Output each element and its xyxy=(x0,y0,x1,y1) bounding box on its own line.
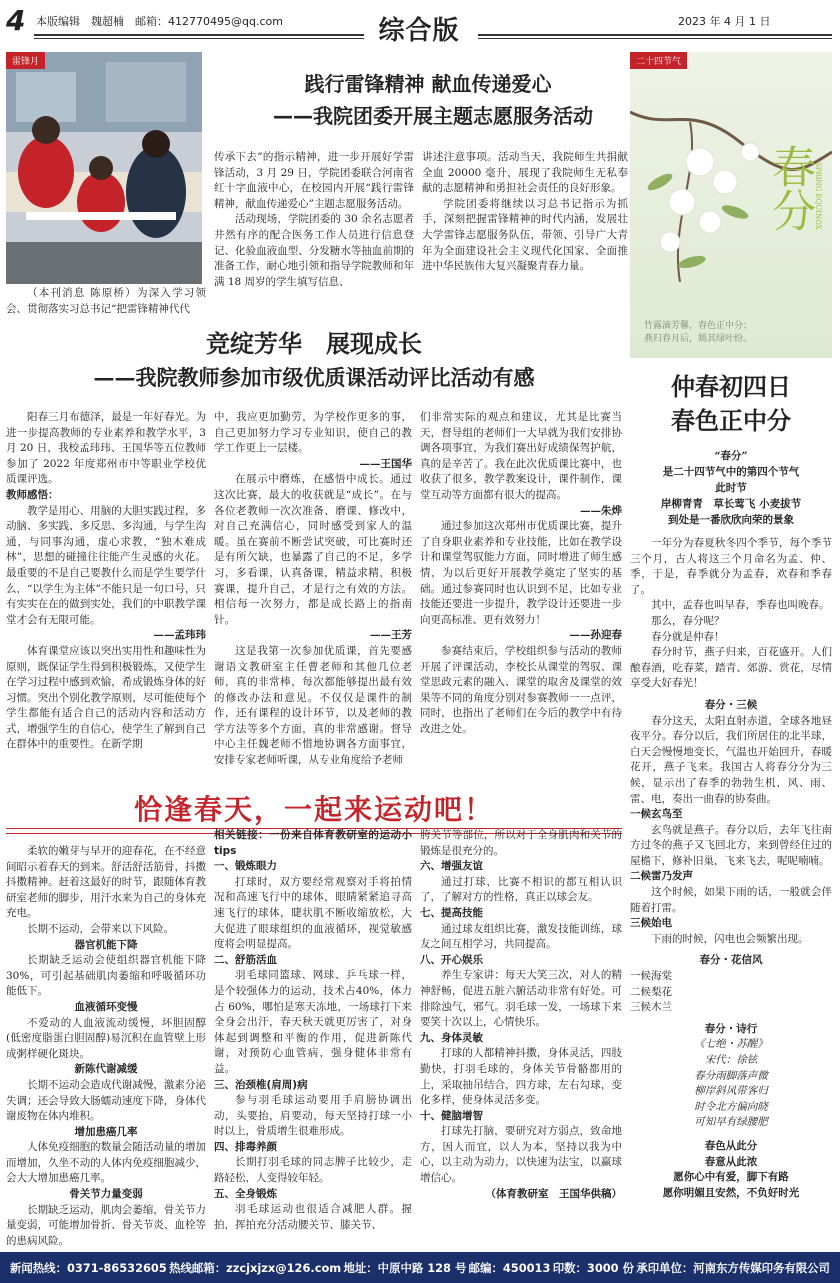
blood-drive-photo xyxy=(6,52,202,284)
flower-wind-item: 一候海棠 xyxy=(630,970,672,983)
masthead xyxy=(6,4,834,44)
footer-address: 地址：中原中路 128 号 xyxy=(343,1260,467,1275)
header-rule-left xyxy=(34,34,364,39)
article2-col3 xyxy=(420,410,622,737)
flower-wind-item: 三候木兰 xyxy=(630,1001,672,1014)
paragraph: 羽毛球同篮球、网球、乒乓球一样，是个较强体力的运动，技术占40%，体力占 60%，哪怕是寒天冻地，一场球打下来全身会出汗，春天秋天就更厉害了，对身体起到调整和平衡的作用，促进新陈代谢，对预防心血管病，强身健体非常有益。 xyxy=(214,969,412,1075)
paragraph: 体育课堂应该以突出实用性和趣味性为原则，既保证学生得到积极锻炼，又使学生在学习过程中感到欢愉，希成锻炼身体的好习惯。突出个别化教学原则，尽可能使每个学生都能有适合自己的活动内容和活动方式，增强学生的自信心，使学生了解到自己在群体中的重要性。在新学期 xyxy=(6,644,206,751)
paragraph: 人体免疫细胞的数量会随活动量的增加而增加，久坐不动的人体内免疫细胞减少，会大大增加患癌几率。 xyxy=(6,1141,206,1185)
paragraph: 通过参加这次郑州市优质课比赛，提升了自身职业素养和专业技能，比如在教学设计和课堂驾驭能力方面，同时增进了师生感情，为以后更好开展教学奠定了坚实的基础。通过参赛同时也认识到不足，比如专业技能还要进一步提升，教学设计还要进一步向更高标准、更有效努力！ xyxy=(420,520,622,626)
subheading: 春分・诗行 xyxy=(704,1022,758,1035)
series-tag: 二十四节气 xyxy=(630,52,687,69)
paragraph: 春分就是仲春！ xyxy=(651,630,725,643)
intro-line: 到处是一番欣欣向荣的景象 xyxy=(668,514,794,526)
headline: 恰逢春天，一起来运动吧！ xyxy=(133,793,494,826)
issue-date: 2023 年 4 月 1 日 xyxy=(678,15,771,28)
article3-col1 xyxy=(6,844,206,1249)
poem-line: 宋代：徐铉 xyxy=(704,1054,758,1066)
subheading: 六、增强友谊 xyxy=(420,860,483,873)
equinox-calligraphy: 春分 xyxy=(764,144,815,232)
footer-print-run: 印数：3000 份 xyxy=(552,1260,634,1275)
page-number: 4 xyxy=(6,4,26,37)
subheading: 增加患癌几率 xyxy=(74,1125,138,1138)
footer-email: 热线邮箱：zzcjxjzx@126.com xyxy=(169,1260,342,1275)
paragraph: 下雨的时候，闪电也会频繁出现。 xyxy=(651,932,809,945)
header-rule-right xyxy=(478,34,832,39)
poem-line: 时令北方偏向晓 xyxy=(694,1100,768,1113)
paragraph: 长期打羽毛球的同志脾子比较少，走路轻松，人变得较年轻。 xyxy=(214,1156,412,1185)
subheading: 骨关节力量变弱 xyxy=(69,1188,143,1201)
subheading: 春分・花信风 xyxy=(699,954,763,967)
paragraph: 中，我应更加勤劳，为学校作更多的事，自己更加努力学习专业知识，使自己的教学工作更上一层楼。 xyxy=(214,411,412,455)
headline: 竞绽芳华 展现成长 xyxy=(206,329,422,358)
picture-poem: 竹露滴芳馨，春色正中分； 燕归春月后，嫣其绿叶纷。 xyxy=(644,321,753,344)
subheading: 十、健脑增智 xyxy=(420,1109,483,1122)
paragraph: 学院团委将继续以习总书记指示为抓手，深刻把握雷锋精神的时代内涵，发展壮大学雷锋志愿服务队伍，带领、引导广大青年为全面建设社会主义现代化国家、全面推进中华民族伟大复兴凝聚青春力量。 xyxy=(422,197,628,273)
paragraph: 春分这天，太阳直射赤道，全球各地昼夜平分。春分以后，我们所居住的北半球，白天会慢慢地变长，气温也开始回升，春暖花开，燕子飞来。我国古人将春分分为三候，显示出了春季的勃勃生机，风、雨、雷、电，奏出一曲春的协奏曲。 xyxy=(630,714,832,805)
equinox-english: SPRING EQUINOX xyxy=(814,162,822,230)
paragraph: 打球时，双方要经常观察对手将拍情况和高速飞行中的球体，眼睛紧紧追寻高速飞行的球体，睫状肌不断收缩放松，大大促进了眼球组织的血液循环，视觉敏感度将会明显提高。 xyxy=(214,875,412,951)
subheading: 春分・三候 xyxy=(704,698,758,711)
subheading: 三候始电 xyxy=(630,917,672,930)
headline: 践行雷锋精神 献血传递爱心 xyxy=(304,72,552,96)
paragraph: 打球先打脑，要研究对方弱点，致命地方，因人而宜，以人为本，坚持以我为中心，以主动为动力，以快速为法宝，以赢球增信心。 xyxy=(420,1125,622,1185)
paragraph: 参与羽毛球运动要用手肩膀协调出动，头要抬，肩要动，每天坚持打球一小时以上，骨质增生很难形成。 xyxy=(214,1094,412,1138)
author-signature: （体育教研室 王国华供稿） xyxy=(485,1187,622,1200)
paragraph: 长期缺乏运动会使组织器官机能下降 30%，可引起基础肌肉萎缩和呼吸循环功能低下。 xyxy=(6,954,206,998)
poem-line: 《七绝・苏醒》 xyxy=(694,1038,768,1051)
sidebar-intro xyxy=(630,448,832,528)
paragraph: 们非常实际的观点和建议，尤其是比赛当天，督导组的老师们一大早就为我们安排协调各项事宜，为我们赛出好成绩保驾护航，真的是辛苦了。我在此次优质课比赛中，也收获了很多，教学教案设计，课件制作，课堂互动等方面都有很大的提高。 xyxy=(420,411,622,501)
paragraph: 这是我第一次参加优质课，首先要感谢语文教研室主任曹老师和其他几位老师，真的非常棒，每次都能够提出最有效的修改办法和意见。不仅仅是课件的制作，还有课程的设计环节，以及老师的教学方法等多个方面，真的非常感谢。督导中心主任魏老师不惜地协调各方面事宜，安排专家老师听课，从专业角度给予老师 xyxy=(214,644,412,767)
paragraph: 教学是用心、用脑的大胆实践过程，多动脑、多实践、多反思、多沟通，与学生沟通，与同事沟通，虚心求教，“独木难成林”，思想的碰撞往往能产生灵感的火花。最重要的不是自己要教什么而是学生要学什么，“以学生为主体”不能只是一句口号，只有实实在在的做到实处，我们的中职教学课堂才会有无限可能。 xyxy=(6,504,206,626)
closing-line: 愿你心中有爱，脚下有路 xyxy=(673,1171,789,1184)
paragraph: 春分时节，燕子归来，百花盛开。人们酿春酒，吃春菜，踏青、郊游、赏花，尽情享受大好春光！ xyxy=(630,646,832,690)
subheadline: ——我院教师参加市级优质课活动评比活动有感 xyxy=(93,365,535,390)
subheading: 相关链接：一份来自体育教研室的运动小 tips xyxy=(214,829,412,857)
subheading: 血液循环变慢 xyxy=(74,1000,138,1013)
paragraph: 养生专家讲：每天大笑三次，对人的精神舒畅，促进五脏六腑活动非常有好处。可排除浊气，邪气。羽毛球一发，一场球下来要笑十次以上，心情快乐。 xyxy=(420,969,622,1029)
paragraph: 长期不运动会造成代谢减慢，激素分泌失调；还会导致大肠蠕动速度下降，身体代谢废物在体内堆积。 xyxy=(6,1078,206,1123)
subheading: 四、排毒养颜 xyxy=(214,1140,277,1153)
footer-postcode: 邮编：450013 xyxy=(468,1260,551,1275)
paragraph: 柔软的嫩芽与早开的迎春花，在不经意间昭示着春天的到来。舒活舒活筋骨，抖擞抖擞精神。赶着这最好的时节，跟随体育教研室老师的脚步，用汗水来为自己的身体充充电。 xyxy=(6,845,206,920)
subheading: 二候雷乃发声 xyxy=(630,870,693,883)
sidebar-body xyxy=(630,536,832,1201)
paragraph: 不爱动的人血液流动缓慢，坏胆固醇(低密度脂蛋白胆固醇)易沉积在血管壁上形成粥样硬化斑块。 xyxy=(6,1016,206,1060)
sidebar-title-1: 仲春初四日 xyxy=(671,372,791,401)
paragraph: 长期缺乏运动，肌肉会萎缩，骨关节力量变弱，可能增加骨折、骨关节炎、血栓等的患病风险。 xyxy=(6,1203,206,1247)
article-teaching-contest xyxy=(6,318,622,767)
paragraph: 胯关节等部位，所以对于全身肌肉和关节的锻炼是很充分的。 xyxy=(420,829,622,857)
poem-line: 可知早有绿腰肥 xyxy=(694,1116,768,1129)
author-signature: ——孟玮玮 xyxy=(153,629,206,642)
subheading: 八、开心娱乐 xyxy=(420,953,483,966)
article2-col1 xyxy=(6,410,206,753)
paragraph: 通过打球，比赛不相识的都互相认识了，了解对方的性格，真正以球会友。 xyxy=(420,875,622,904)
closing-line: 春意从此浓 xyxy=(704,1155,758,1168)
spring-equinox-picture xyxy=(630,52,832,358)
paragraph: 阳春三月布德泽，最是一年好春光。为进一步提高教师的专业素养和教学水平，3 月 20 日，我校孟玮玮、王国华等五位教师参加了 2022 年度郑州市中等职业学校优质课评选。 xyxy=(6,411,206,486)
article3-col3 xyxy=(420,828,622,1202)
paragraph: 其中，孟春也叫早春，季春也叫晚春。 xyxy=(651,599,830,612)
series-tag: 雷锋月 xyxy=(6,52,45,69)
subheading: 七、提高技能 xyxy=(420,906,483,919)
section-title: 综合版 xyxy=(378,16,460,46)
flower-wind-item: 二候梨花 xyxy=(630,985,672,998)
intro-line: 此时节 xyxy=(715,482,747,494)
paragraph: 这个时候，如果下雨的话，一般就会伴随着打雷。 xyxy=(630,886,832,914)
article-volunteer xyxy=(6,52,628,350)
closing-line: 春色从此分 xyxy=(704,1139,758,1152)
paragraph: （本刊消息 陈原桥）为深入学习领会、贯彻落实习总书记“把雷锋精神代代 xyxy=(6,287,206,315)
paragraph: 一年分为春夏秋冬四个季节，每个季节三个月，古人将这三个月命名为孟、仲、季，于是，春季就分为孟春，欢春和季春了。 xyxy=(630,537,832,596)
subheading: 九、身体灵敏 xyxy=(420,1031,483,1044)
paragraph: 那么，春分呢？ xyxy=(651,614,725,627)
subheading: 新陈代谢减缓 xyxy=(74,1063,138,1076)
article1-col3 xyxy=(422,150,628,275)
poem-line: 春分雨脚落声微 xyxy=(694,1069,768,1082)
author-signature: ——孙迎春 xyxy=(569,629,622,642)
subheading: 一候玄鸟至 xyxy=(630,808,683,821)
paragraph: 传承下去”的指示精神，进一步开展好学雷锋活动，3 月 29 日，学院团委联合河南省红十字血液中心，在校园内开展“践行雷锋精神，献血传递爱心”主题志愿服务活动。 xyxy=(214,151,414,210)
paragraph: 长期不运动，会带来以下风险。 xyxy=(27,922,174,935)
intro-line: 是二十四节气中的第四个节气 xyxy=(662,466,800,478)
closing-line: 愿你明媚且安然，不负好时光 xyxy=(662,1186,800,1199)
article2-col2 xyxy=(214,410,412,769)
subheading: 三、治颈椎(肩周)病 xyxy=(214,1078,308,1091)
subheadline: ——我院团委开展主题志愿服务活动 xyxy=(273,104,593,128)
paragraph: 通过球友组织比赛，激发技能训练，球友之间互相学习，共同提高。 xyxy=(420,922,622,951)
author-signature: ——王国华 xyxy=(359,457,412,470)
subheading: 教师感悟： xyxy=(6,488,59,501)
paragraph: 活动现场，学院团委的 30 余名志愿者井然有序的配合医务工作人员进行信息登记、化验血液血型、分发糖水等抽血前期的准备工作，耐心地引领和指导学院教师和年满 18 周岁的学生填写信息、 xyxy=(214,213,414,288)
subheading: 二、舒筋活血 xyxy=(214,953,277,966)
subheading: 一、锻炼眼力 xyxy=(214,860,277,873)
footer-bar xyxy=(0,1252,840,1283)
footer-hotline: 新闻热线：0371-86532605 xyxy=(10,1260,167,1275)
paragraph: 在展示中磨炼，在感悟中成长。通过这次比赛，最大的收获就是“成长”。在与各位老教师一次次准备、磨课、修改中，对自己充满信心，同时感受到家人的温暖。虽在赛前不断尝试突破，可比赛时还是有所欠缺，也暴露了自己的不足，多学习，多看课，认真备课，精益求精，积极赛课，提升自己，才是行之有效的方法。相信每一次努力，都是成长路上的指南针。 xyxy=(214,473,412,626)
subheading: 器官机能下降 xyxy=(74,938,138,951)
article-spring-exercise xyxy=(6,788,622,1248)
paragraph: 参赛结束后，学校组织参与活动的教师开展了评课活动，李校长从课堂的驾驭、课堂思政元素的融入、课堂的取舍及课堂的效果等不同的角度分别对参赛教师一一点评，同时，也指出了老师们在今后的教学中有待改进之处。 xyxy=(420,644,622,735)
article1-col2 xyxy=(214,150,414,290)
paragraph: 玄鸟就是燕子。春分以后，去年飞往南方过冬的燕子又飞回北方，来到曾经住过的屋檐下，修补旧巢，飞来飞去，呢呢喃喃。 xyxy=(630,823,832,867)
paragraph: 羽毛球运动也很适合减肥人群。握拍，挥拍充分活动腰关节、膝关节、 xyxy=(214,1203,412,1231)
author-signature: ——朱烨 xyxy=(580,504,622,517)
article1-col1 xyxy=(6,286,206,317)
solar-term-sidebar xyxy=(630,52,832,1242)
intro-line: 岸柳青青 草长莺飞 小麦拔节 xyxy=(660,498,802,510)
poem-line: 柳岸斜风带客归 xyxy=(694,1085,768,1098)
intro-line: “春分” xyxy=(714,450,748,462)
author-signature: ——王芳 xyxy=(370,629,412,642)
editor-line: 本版编辑 魏超楠 邮箱：412770495@qq.com xyxy=(36,15,283,28)
sidebar-title-2: 春色正中分 xyxy=(671,406,791,435)
subheading: 五、全身锻炼 xyxy=(214,1187,277,1200)
article3-col2 xyxy=(214,828,412,1233)
paragraph: 打球的人都精神抖擞，身体灵活，四肢勤快，打羽毛球的，身体关节骨骼都用的上，采取抽吊结合，四方球，左右勾球，变化多样，使身体灵活多变。 xyxy=(420,1047,622,1107)
footer-printer: 承印单位：河南东方传媒印务有限公司 xyxy=(636,1260,830,1275)
paragraph: 讲述注意事项。活动当天，我院师生共捐献全血 20000 毫升，展现了我院师生无私奉献的志愿精神和勇担社会责任的良好形象。 xyxy=(422,151,628,195)
